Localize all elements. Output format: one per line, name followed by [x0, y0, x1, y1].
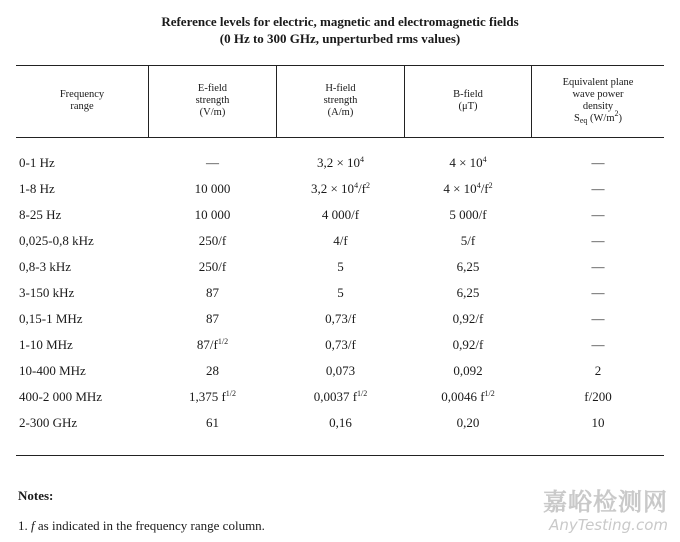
e-field-cell: $87/f^{1/2}$ [196, 337, 229, 352]
e-field-cell: 10 000 [194, 181, 231, 196]
power-density-cell: — [591, 337, 605, 352]
h-field-cell: 0,16 [329, 415, 352, 430]
b-field-cell: 5/f [460, 233, 476, 248]
e-field-cell: — [206, 155, 219, 170]
b-field-cell: 0,20 [456, 415, 480, 430]
h-field-cell: 4 000/f [321, 207, 360, 222]
header-text: strength [323, 95, 358, 106]
header-text: density [582, 101, 614, 112]
e-field-cell: 250/f [198, 233, 227, 248]
header-unit: $(W/m^2)$ [590, 109, 622, 124]
b-field-cell: $4 \times 10^4/f^2$ [443, 181, 493, 196]
header-b-field [405, 66, 531, 136]
header-e-field [149, 66, 276, 136]
e-field-cell: 87 [206, 311, 219, 326]
frequency-cell: 0,15-1 MHz [19, 311, 83, 326]
power-density-cell: f/200 [584, 389, 612, 404]
e-field-cell: 10 000 [194, 207, 231, 222]
power-density-cell: — [591, 285, 605, 300]
h-field-cell: 4/f [333, 233, 348, 248]
header-text: range [70, 101, 94, 112]
frequency-cell: 10-400 MHz [19, 363, 86, 378]
power-density-cell: — [591, 207, 605, 222]
h-field-cell: 0,0037 $f^{1/2}$ [313, 389, 368, 404]
frequency-cell: 400-2 000 MHz [19, 389, 103, 404]
b-field-cell: 6,25 [456, 285, 480, 300]
power-density-cell: — [591, 311, 605, 326]
header-frequency-range [16, 66, 148, 136]
b-field-cell: 0,92/f [452, 337, 484, 352]
h-field-cell: $3,2 \times 10^4/f^2$ [310, 181, 371, 196]
note-item: 1. f as indicated in the frequency range column. [18, 518, 265, 533]
power-density-cell: 10 [591, 415, 605, 430]
frequency-cell: 0-1 Hz [19, 155, 55, 170]
header-power-density [532, 66, 664, 136]
header-unit: (μT) [458, 101, 478, 112]
power-density-cell: — [591, 259, 605, 274]
power-density-cell: — [591, 181, 605, 196]
table-bottom-rule [16, 455, 664, 456]
header-bottom-rule [16, 137, 664, 138]
h-field-cell: $3,2 \times 10^4$ [316, 155, 365, 170]
h-field-cell: 5 [337, 259, 344, 274]
frequency-cell: 3-150 kHz [19, 285, 75, 300]
b-field-cell: 0,0046 $f^{1/2}$ [441, 389, 495, 404]
e-field-cell: 1,375 $f^{1/2}$ [188, 389, 237, 404]
header-h-field [277, 66, 404, 136]
b-field-cell: 0,092 [453, 363, 483, 378]
frequency-cell: 8-25 Hz [19, 207, 62, 222]
frequency-cell: 2-300 GHz [19, 415, 78, 430]
frequency-cell: 0,025-0,8 kHz [19, 233, 94, 248]
table-title: Reference levels for electric, magnetic and electromagnetic fields [161, 14, 519, 29]
header-text: wave power [572, 89, 624, 100]
header-text: B-field [453, 89, 483, 100]
e-field-cell: 61 [206, 415, 219, 430]
watermark-logo: 嘉峪检测网 AnyTesting.com [543, 488, 668, 534]
b-field-cell: 6,25 [456, 259, 480, 274]
b-field-cell: 5 000/f [449, 207, 487, 222]
h-field-cell: 0,73/f [325, 337, 356, 352]
b-field-cell: $4 \times 10^4$ [449, 155, 487, 170]
frequency-cell: 0,8-3 kHz [19, 259, 71, 274]
h-field-cell: 0,73/f [325, 311, 356, 326]
header-unit: (A/m) [327, 107, 354, 118]
header-text: strength [195, 95, 230, 106]
table-subtitle: (0 Hz to 300 GHz, unperturbed rms values) [219, 31, 461, 46]
frequency-cell: 1-10 MHz [19, 337, 73, 352]
b-field-cell: 0,92/f [452, 311, 484, 326]
header-text: Equivalent plane [562, 77, 634, 88]
e-field-cell: 28 [206, 363, 219, 378]
header-symbol: $S_{eq}$ [573, 113, 588, 125]
e-field-cell: 87 [206, 285, 219, 300]
header-text: H-field [325, 83, 356, 94]
header-text: Frequency [59, 89, 105, 100]
e-field-cell: 250/f [198, 259, 227, 274]
power-density-cell: 2 [594, 363, 602, 378]
h-field-cell: 0,073 [325, 363, 356, 378]
header-unit: (V/m) [199, 107, 226, 118]
frequency-cell: 1-8 Hz [19, 181, 55, 196]
power-density-cell: — [591, 233, 605, 248]
h-field-cell: 5 [337, 285, 344, 300]
power-density-cell: — [591, 155, 605, 170]
notes-heading: Notes: [18, 488, 54, 503]
header-text: E-field [197, 83, 228, 94]
